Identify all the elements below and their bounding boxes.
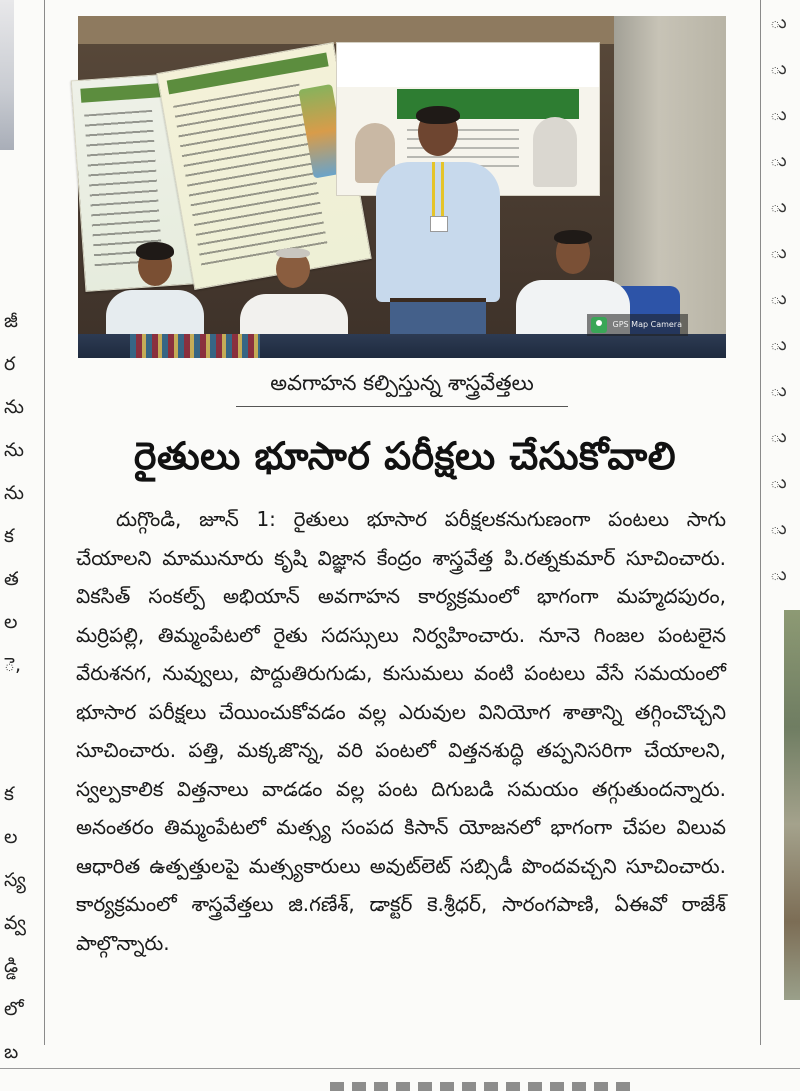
left-photo-edge <box>0 0 14 150</box>
page-bottom-rule <box>0 1068 800 1069</box>
article-body: దుగ్గొండి, జూన్ 1: రైతులు భూసార పరీక్షలకనుగుణంగా పంటలు సాగు చేయాలని మామునూరు కృషి విజ్ఞాన కేంద్రం శాస్త్రవేత్త పి.రత్నకుమార్ సూచించారు. వికసిత్ సంకల్ప్ అభియాన్ అవగాహన కార్యక్రమంలో భాగంగా మహ్మదపురం, మర్రిపల్లి, తిమ్మంపేటలో రైతు సదస్సులు నిర్వహించారు. నూనె గింజల పంటలైన వేరుశనగ, నువ్వులు, పొద్దుతిరుగుడు, కుసుమలు వంటి పంటలు వేసే సమయంలో భూసార పరీక్షలు చేయించుకోవడం వల్ల ఎరువుల వినియోగ శాతాన్ని తగ్గించొచ్చని సూచించారు. పత్తి, మక్కజొన్న, వరి పంటలో విత్తనశుద్ధి తప్పనిసరిగా చేయాలని, స్వల్పకాలిక విత్తనాలు వాడడం వల్ల పంట దిగుబడి సమయం తగ్గుతుందన్నారు. అనంతరం తిమ్మంపేటలో మత్స్య సంపద కిసాన్ యోజనలో భాగంగా చేపల విలువ ఆధారిత ఉత్పత్తులపై మత్స్యకారులు అవుట్‌లెట్ సబ్సిడీ పొందవచ్చని సూచించారు. కార్యక్రమంలో శాస్త్రవేత్తలు జి.గణేశ్, డాక్టర్ కె.శ్రీధర్, సారంగపాణి, ఏఈవో రాజేశ్ పాల్గొన్నారు. <box>76 507 726 955</box>
table-cloth <box>130 334 260 358</box>
person-hair <box>416 106 460 124</box>
person-hair <box>554 230 592 244</box>
banner-header <box>337 43 599 87</box>
left-column-fragment <box>0 0 42 1063</box>
photo-watermark <box>587 314 688 336</box>
article-photo <box>78 16 726 358</box>
left-column-text: జీ ర ను ను ను క త ల ె, క ల స్య వ్వ డ్డి లో బ <box>4 310 27 1063</box>
right-column-fragment <box>762 0 800 1045</box>
person-hair <box>136 242 174 260</box>
column-divider-right <box>760 0 761 1045</box>
standing-speaker <box>368 108 508 358</box>
right-photo-edge <box>784 610 800 1000</box>
banner-portrait-right <box>533 117 577 187</box>
lanyard <box>432 162 444 216</box>
watermark-text: GPS Map Camera <box>612 320 682 329</box>
caption-underline <box>236 406 568 407</box>
column-divider-left <box>44 0 45 1045</box>
article-headline: రైతులు భూసార పరీక్షలు చేసుకోవాలి <box>133 434 677 478</box>
person-hair <box>276 248 310 258</box>
id-badge <box>430 216 448 232</box>
right-column-text: ు ు ు ు ు ు ు ు ు ు ు ు ు <box>770 12 787 585</box>
map-pin-icon <box>591 317 607 333</box>
photo-caption: అవగాహన కల్పిస్తున్న శాస్త్రవేత్తలు <box>270 371 534 395</box>
next-article-fragment <box>330 1082 630 1091</box>
